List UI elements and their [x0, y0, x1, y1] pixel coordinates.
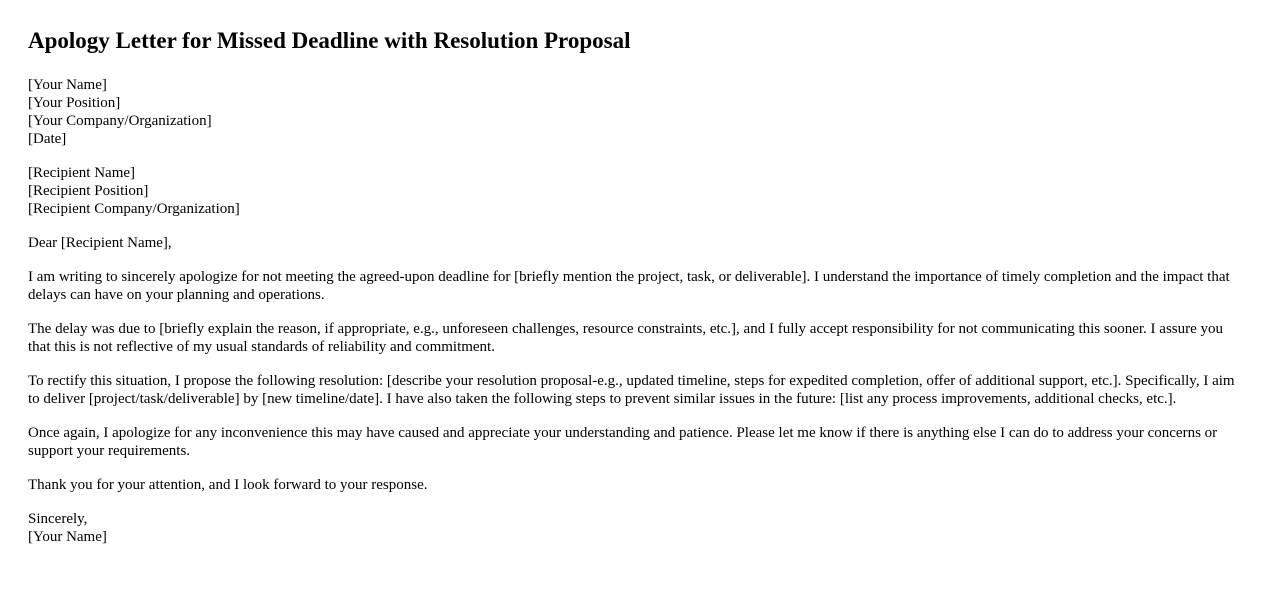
sender-name: [Your Name] [28, 77, 107, 93]
body-paragraph-reapology: Once again, I apologize for any inconvenience this may have caused and appreciate your understanding and patience. Please let me know if there is anything else I can do to address your concerns or support your requirements. [28, 425, 1218, 459]
body-paragraph-apology: I am writing to sincerely apologize for not meeting the agreed-upon deadline for [briefly mention the project, task, or deliverable]. I understand the importance of timely completion and the impact that delays can have on your planning and operations. [28, 269, 1230, 303]
sender-position: [Your Position] [28, 95, 121, 111]
recipient-position: [Recipient Position] [28, 183, 149, 199]
closing-block [28, 510, 1250, 546]
recipient-company: [Recipient Company/Organization] [28, 201, 240, 217]
valediction: Sincerely, [28, 511, 88, 527]
sender-company: [Your Company/Organization] [28, 113, 212, 129]
letter-title: Apology Letter for Missed Deadline with Resolution Proposal [28, 28, 631, 53]
body-paragraph-reason: The delay was due to [briefly explain the reason, if appropriate, e.g., unforeseen challenges, resource constraints, etc.], and I fully accept responsibility for not communicating this sooner. I assure you that this is not reflective of my usual standards of reliability and commitment. [28, 321, 1224, 355]
body-paragraph-thanks: Thank you for your attention, and I look forward to your response. [28, 477, 428, 493]
body-paragraph-resolution: To rectify this situation, I propose the following resolution: [describe your resolution proposal-e.g., updated timeline, steps for expedited completion, offer of additional support, etc.]. Specifically, I aim to deliver [project/task/deliverable] by [new timeline/date]. I have also taken the following steps to prevent similar issues in the future: [list any process improvements, additional checks, etc.]. [28, 373, 1235, 407]
signature-name: [Your Name] [28, 529, 107, 545]
sender-block [28, 76, 1250, 148]
letter-date: [Date] [28, 131, 67, 147]
recipient-block [28, 164, 1250, 218]
recipient-name: [Recipient Name] [28, 165, 136, 181]
greeting: Dear [Recipient Name], [28, 235, 172, 251]
